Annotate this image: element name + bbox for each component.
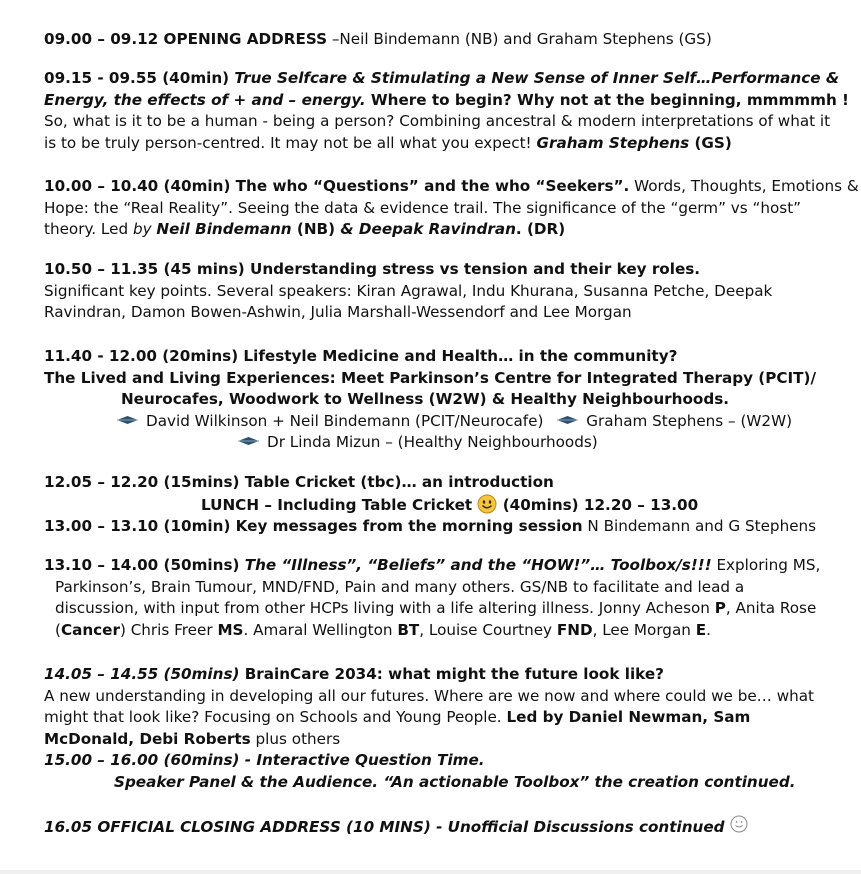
opening-time-title: 09.00 – 09.12 OPENING ADDRESS xyxy=(44,30,328,48)
illness-ms: MS xyxy=(217,620,244,639)
session-illness-toolbox xyxy=(44,555,844,641)
opening-speakers: –Neil Bindemann (NB) and Graham Stephens (GS) xyxy=(327,30,712,48)
diamond-bullet-icon xyxy=(238,437,259,445)
illness-line-2: Parkinson’s, Brain Tumour, MND/FND, Pain and many others. GS/NB to facilitate and lead a xyxy=(55,577,745,596)
illness-fnd: FND xyxy=(556,620,593,639)
illness-time: 13.10 – 14.00 (50mins) xyxy=(44,556,245,574)
lifestyle-line-2: The Lived and Living Experiences: Meet Parkinson’s Centre for Integrated Therapy (PCIT)/ xyxy=(44,368,817,387)
session-opening xyxy=(44,29,844,51)
selfcare-speaker-code: (GS) xyxy=(689,133,732,152)
illness-bt: BT xyxy=(397,620,420,639)
illness-line-3b: , Anita Rose xyxy=(725,599,817,618)
key-messages-speakers: N Bindemann and G Stephens xyxy=(582,517,817,536)
braincare-title: BrainCare 2034: what might the future look like? xyxy=(239,665,664,683)
braincare-led: Led by Daniel Newman, Sam xyxy=(506,708,751,727)
smiley-outline-icon xyxy=(730,815,748,833)
illness-title: The “Illness”, “Beliefs” and the “HOW!”… Toolbox/s!!! xyxy=(244,556,712,574)
braincare-line-4a: McDonald, Debi Roberts xyxy=(44,729,251,748)
session-stress xyxy=(44,259,844,324)
session-closing xyxy=(44,815,844,839)
seekers-dr: Deepak Ravindran xyxy=(358,220,516,239)
key-messages-title: 13.00 – 13.10 (10min) Key messages from the morning session xyxy=(44,517,583,536)
selfcare-title-b: Energy, the effects of + and – energy. xyxy=(44,90,366,109)
selfcare-title-a: True Selfcare & Stimulating a New Sense of Inner Self…Performance & xyxy=(234,69,840,87)
illness-line-4d: , Lee Morgan xyxy=(592,620,696,639)
session-cricket-lunch xyxy=(44,472,844,538)
illness-e: E xyxy=(695,620,707,639)
seekers-nb-code: (NB) xyxy=(291,220,341,239)
closing-address: 16.05 OFFICIAL CLOSING ADDRESS (10 MINS) - Unofficial Discussions continued xyxy=(44,818,730,836)
lunch-a: LUNCH – Including Table Cricket xyxy=(201,495,478,514)
braincare-line-2: A new understanding in developing all our futures. Where are we now and where could we be… what xyxy=(44,686,815,705)
question-time-title: 15.00 – 16.00 (60mins) - Interactive Question Time. xyxy=(44,751,485,770)
diamond-bullet-icon xyxy=(557,416,578,424)
illness-line-3a: discussion, with input from other HCPs living with a life altering illness. Jonny Acheson xyxy=(55,599,715,618)
seekers-title: 10.00 – 10.40 (40min) The who “Questions” and the who “Seekers”. xyxy=(44,177,630,195)
illness-paren: ( xyxy=(55,620,61,639)
selfcare-where: Where to begin? Why not at the beginning, mmmmmh ! xyxy=(365,90,849,109)
illness-p: P xyxy=(714,599,726,618)
selfcare-speaker: Graham Stephens xyxy=(536,133,690,152)
session-lifestyle xyxy=(44,346,844,454)
diamond-bullet-icon xyxy=(117,416,138,424)
illness-rest-1: Exploring MS, xyxy=(711,556,821,574)
selfcare-time: 09.15 - 09.55 (40min) xyxy=(44,69,235,87)
selfcare-body-2: is to be truly person-centred. It may not be all what you expect! xyxy=(44,133,537,152)
selfcare-body-1: So, what is it to be a human - being a person? Combining ancestral & modern interpretations of what it xyxy=(44,112,831,131)
seekers-dr-code: . (DR) xyxy=(515,220,566,239)
seekers-line-3: theory. Led xyxy=(44,220,133,239)
seekers-rest-1: Words, Thoughts, Emotions & xyxy=(629,177,859,195)
braincare-line-3: might that look like? Focusing on Schools and Young People. xyxy=(44,708,507,727)
illness-period: . xyxy=(706,620,711,639)
seekers-amp: & xyxy=(340,220,359,239)
braincare-time: 14.05 – 14.55 (50mins) xyxy=(44,665,240,683)
illness-cancer: Cancer xyxy=(60,620,120,639)
lifestyle-line-3: Neurocafes, Woodwork to Wellness (W2W) & Healthy Neighbourhoods. xyxy=(120,390,730,409)
seekers-nb: Neil Bindemann xyxy=(156,220,292,239)
seekers-line-2: Hope: the “Real Reality”. Seeing the data & evidence trail. The significance of the “germ” vs “host” xyxy=(44,198,802,217)
session-braincare xyxy=(44,664,844,794)
lunch-b: (40mins) 12.20 – 13.00 xyxy=(497,495,699,514)
stress-line-2: Significant key points. Several speakers: Kiran Agrawal, Indu Khurana, Susanna Petche, Deepak xyxy=(44,281,773,300)
page-bottom-edge xyxy=(0,870,861,874)
smiley-face-icon xyxy=(477,494,497,514)
lifestyle-title: 11.40 - 12.00 (20mins) Lifestyle Medicine and Health… in the community? xyxy=(44,347,678,365)
session-questions-seekers xyxy=(44,176,859,241)
lifestyle-item-2: Graham Stephens – (W2W) xyxy=(586,411,793,430)
stress-title: 10.50 – 11.35 (45 mins) Understanding stress vs tension and their key roles. xyxy=(44,260,701,278)
illness-line-4a: ) Chris Freer xyxy=(119,620,218,639)
lifestyle-item-3: Dr Linda Mizun – (Healthy Neighbourhoods) xyxy=(267,433,598,452)
speaker-panel: Speaker Panel & the Audience. “An actionable Toolbox” the creation continued. xyxy=(114,772,796,791)
seekers-by: by xyxy=(132,220,157,239)
illness-line-4c: , Louise Courtney xyxy=(419,620,557,639)
braincare-line-4b: plus others xyxy=(250,729,341,748)
stress-line-3: Ravindran, Damon Bowen-Ashwin, Julia Marshall-Wessendorf and Lee Morgan xyxy=(44,303,632,322)
illness-line-4b: . Amaral Wellington xyxy=(243,620,398,639)
session-selfcare xyxy=(44,68,849,154)
lifestyle-item-1: David Wilkinson + Neil Bindemann (PCIT/Neurocafe) xyxy=(146,411,544,430)
cricket-title: 12.05 – 12.20 (15mins) Table Cricket (tbc)… an introduction xyxy=(44,473,554,491)
